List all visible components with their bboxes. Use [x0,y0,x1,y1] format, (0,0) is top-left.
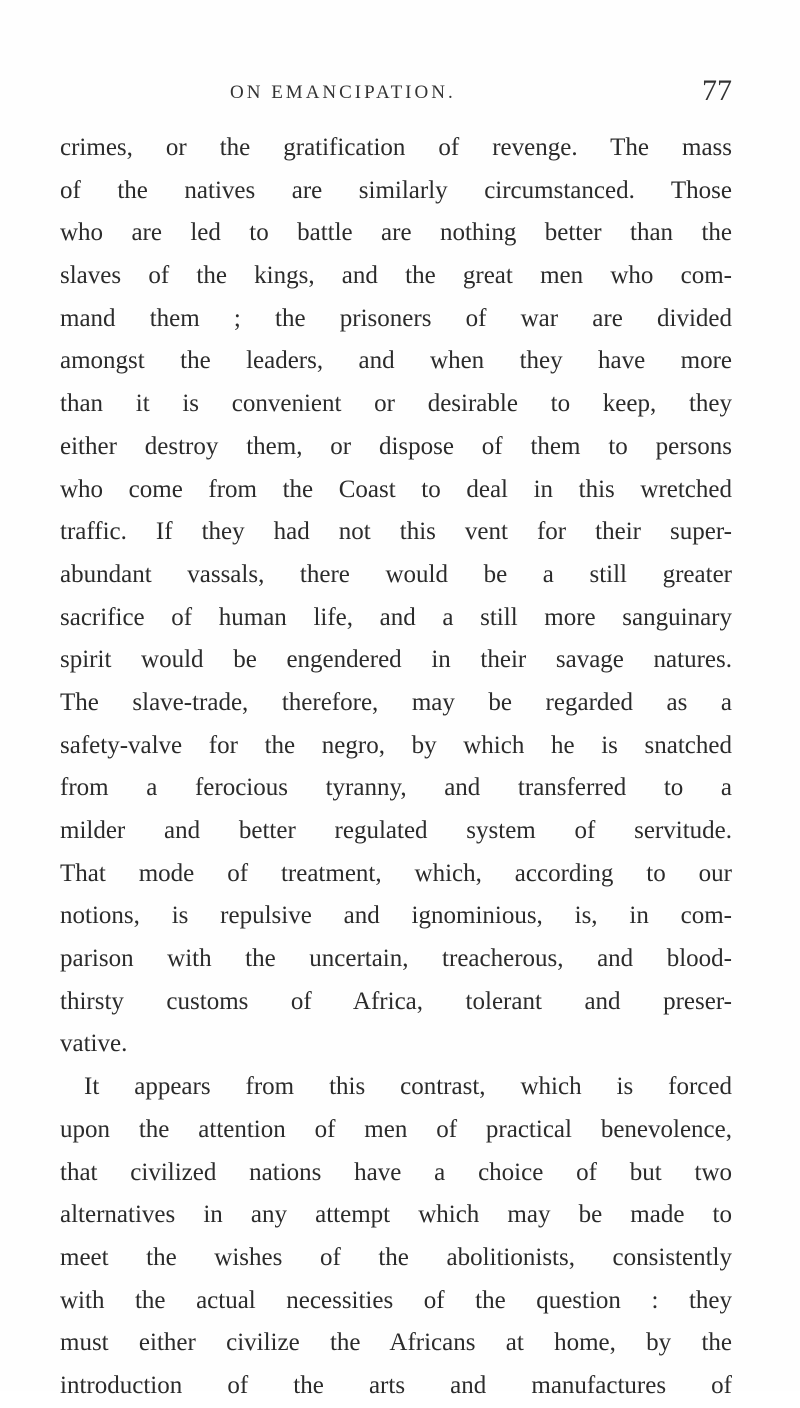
text-line: safety-valve for the negro, by which he is snatched [60,731,732,759]
text-line: thirsty customs of Africa, tolerant and preser- [60,987,732,1015]
text-line: alternatives in any attempt which may be made to [60,1201,732,1229]
text-line: traffic. If they had not this vent for their super- [60,518,732,546]
running-head [60,74,732,110]
text-line: notions, is repulsive and ignominious, is, in com- [60,902,732,930]
running-title: ON EMANCIPATION. [230,82,456,103]
page-number: 77 [702,74,732,107]
text-line: abundant vassals, there would be a still greater [60,560,732,588]
text-line: That mode of treatment, which, according to our [60,859,732,887]
text-line: slaves of the kings, and the great men who com- [60,262,732,290]
text-line: spirit would be engendered in their savage natures. [60,646,732,674]
paragraph-end-line: vative. [60,1030,128,1058]
body-text [60,127,732,1408]
text-line: milder and better regulated system of servitude. [60,817,732,844]
text-line: crimes, or the gratification of revenge. The mass [60,134,732,161]
text-line: amongst the leaders, and when they have more [60,347,732,375]
text-line: sacrifice of human life, and a still more sanguinary [60,603,732,631]
text-line: with the actual necessities of the question : they [60,1286,732,1314]
text-line: who are led to battle are nothing better than the [60,219,732,247]
text-line: introduction of the arts and manufactures of [60,1371,732,1399]
text-line: meet the wishes of the abolitionists, consistently [60,1243,732,1271]
text-line: either destroy them, or dispose of them to persons [60,432,732,460]
text-line: upon the attention of men of practical benevolence, [60,1115,732,1143]
text-line: of the natives are similarly circumstanced. Those [60,176,732,204]
text-line: who come from the Coast to deal in this wretched [60,475,732,503]
text-line: The slave-trade, therefore, may be regarded as a [60,688,732,716]
text-line: than it is convenient or desirable to keep, they [60,390,732,418]
text-line: mand them ; the prisoners of war are divided [60,304,732,332]
text-line: that civilized nations have a choice of but two [60,1158,732,1186]
text-line: parison with the uncertain, treacherous, and blood- [60,945,732,973]
paragraph-start-line: It appears from this contrast, which is forced [84,1073,732,1101]
text-line: must either civilize the Africans at home, by the [60,1329,732,1357]
text-line: from a ferocious tyranny, and transferred to a [60,774,732,802]
